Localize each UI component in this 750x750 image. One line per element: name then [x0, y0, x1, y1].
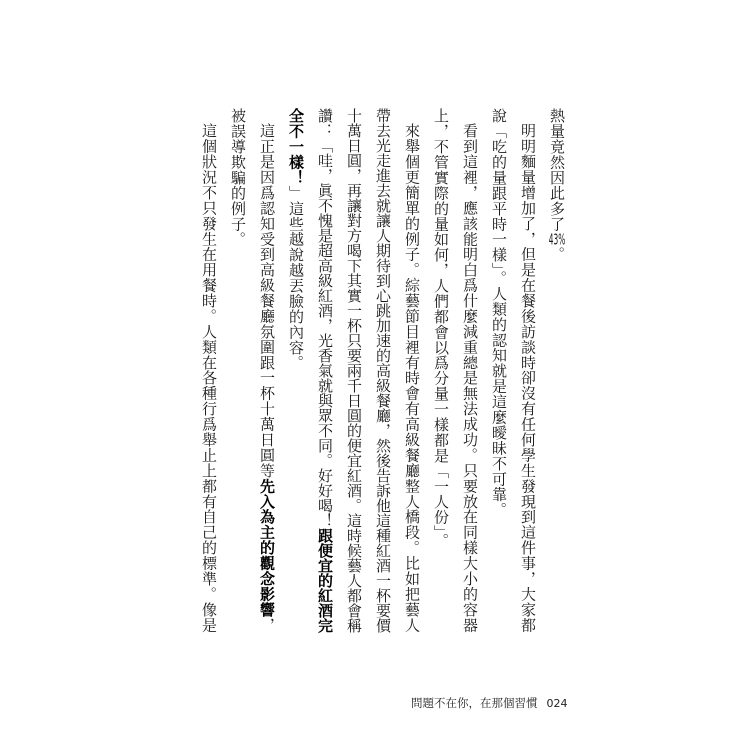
page-number: 024: [546, 697, 568, 710]
text-column-13: 這個狀況不只發生在用餐時。人類在各種行爲舉止上都有自己的標準。像是: [200, 123, 218, 633]
text-column-9: [317, 108, 333, 633]
text-run: ，: [258, 617, 276, 633]
emphasis-text: 全不一樣！: [287, 108, 305, 186]
text-column-11: [259, 108, 275, 633]
text-run: 」這些越說越丟臉的內容。: [287, 185, 305, 371]
text-column-12: 被誤導欺騙的例子。: [229, 108, 247, 247]
text-column-7: 帶去光走進去就讓人期待到心跳加速的高級餐廳，然後告訴他這種紅酒一杯要價: [374, 108, 392, 633]
running-title: 問題不在你，在那個習慣: [411, 696, 538, 710]
text-column-8: 十萬日圓，再讓對方喝下其實一杯只要兩千日圓的便宜紅酒。這時候藝人都會稱: [345, 108, 363, 633]
emphasis-text: 跟便宜的紅酒完: [316, 528, 334, 633]
text-column-10: [288, 108, 304, 370]
text-column-3: 說「吃的量跟平時一樣」。人類的認知就是這麼曖昧不可靠。: [490, 108, 508, 518]
text-column-4: 看到這裡，應該能明白爲什麼減重總是無法成功。只要放在同樣大小的容器: [461, 123, 479, 633]
page-footer: [411, 696, 568, 711]
text-column-1: [549, 108, 565, 262]
emphasis-text: 先入為主的觀念影響: [258, 478, 276, 618]
text-run: 讚：「哇，眞不愧是超高級紅酒，光香氣就與眾不同。好好喝！: [316, 108, 334, 528]
text-column-2: 明明麵量增加了，但是在餐後訪談時卻沒有任何學生發現到這件事，大家都: [519, 123, 537, 633]
percentage-value: 43%: [548, 231, 566, 247]
text-run: 熱量竟然因此多了: [548, 108, 566, 232]
text-column-5: 上，不管實際的量如何，人們都會以爲分量一樣都是「一人份」。: [432, 108, 450, 549]
text-run: 這正是因爲認知受到高級餐廳氛圍跟一杯十萬日圓等: [258, 123, 276, 479]
text-column-6: 來舉個更簡單的例子。綜藝節目裡有時會有高級餐廳整人橋段。比如把藝人: [403, 123, 421, 633]
text-run: 。: [548, 246, 566, 262]
